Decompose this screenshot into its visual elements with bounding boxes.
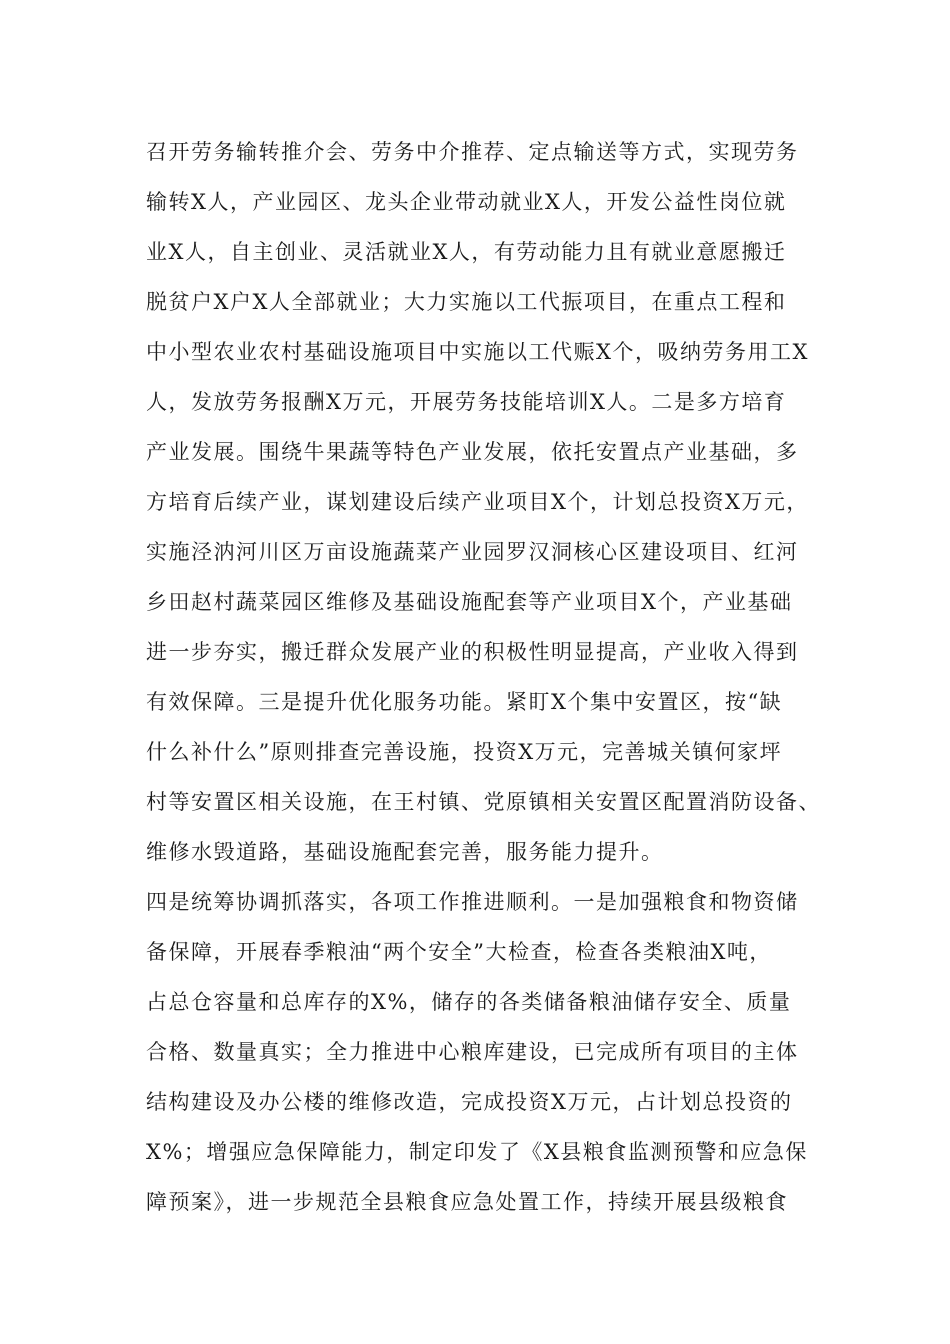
text-line: 四是统筹协调抓落实，各项工作推进顺利。一是加强粮食和物资储 bbox=[146, 890, 799, 914]
text-line: 人，发放劳务报酬X万元，开展劳务技能培训X人。二是多方培育 bbox=[146, 390, 787, 414]
text-line: 合格、数量真实；全力推进中心粮库建设，已完成所有项目的主体 bbox=[146, 1040, 799, 1064]
text-line: X%；增强应急保障能力，制定印发了《X县粮食监测预警和应急保 bbox=[146, 1140, 808, 1164]
text-line: 障预案》，进一步规范全县粮食应急处置工作，持续开展县级粮食 bbox=[146, 1190, 788, 1214]
text-line: 占总仓容量和总库存的X%，储存的各类储备粮油储存安全、质量 bbox=[146, 990, 792, 1014]
text-line: 什么补什么”原则排查完善设施，投资X万元，完善城关镇何家坪 bbox=[146, 740, 783, 764]
text-line: 进一步夯实，搬迁群众发展产业的积极性明显提高，产业收入得到 bbox=[146, 640, 799, 664]
text-line: 乡田赵村蔬菜园区维修及基础设施配套等产业项目X个，产业基础 bbox=[146, 590, 793, 614]
text-line: 产业发展。围绕牛果蔬等特色产业发展，依托安置点产业基础，多 bbox=[146, 440, 799, 464]
text-line: 脱贫户X户X人全部就业；大力实施以工代振项目，在重点工程和 bbox=[146, 290, 787, 314]
text-line: 结构建设及办公楼的维修改造，完成投资X万元，占计划总投资的 bbox=[146, 1090, 793, 1114]
text-line: 实施泾汭河川区万亩设施蔬菜产业园罗汉洞核心区建设项目、红河 bbox=[146, 540, 799, 564]
text-line: 业X人，自主创业、灵活就业X人，有劳动能力且有就业意愿搬迁 bbox=[146, 240, 787, 264]
text-line: 备保障，开展春季粮油“两个安全”大检查，检查各类粮油X吨， bbox=[146, 940, 772, 964]
text-line: 有效保障。三是提升优化服务功能。紧盯X个集中安置区，按“缺 bbox=[146, 690, 783, 714]
text-line: 输转X人，产业园区、龙头企业带动就业X人，开发公益性岗位就 bbox=[146, 190, 787, 214]
text-line: 维修水毁道路，基础设施配套完善，服务能力提升。 bbox=[146, 840, 664, 864]
text-line: 方培育后续产业，谋划建设后续产业项目X个，计划总投资X万元， bbox=[146, 490, 809, 514]
text-line: 召开劳务输转推介会、劳务中介推荐、定点输送等方式，实现劳务 bbox=[146, 140, 799, 164]
text-line: 村等安置区相关设施，在王村镇、党原镇相关安置区配置消防设备、 bbox=[146, 790, 821, 814]
text-line: 中小型农业农村基础设施项目中实施以工代赈X个，吸纳劳务用工X bbox=[146, 340, 809, 364]
